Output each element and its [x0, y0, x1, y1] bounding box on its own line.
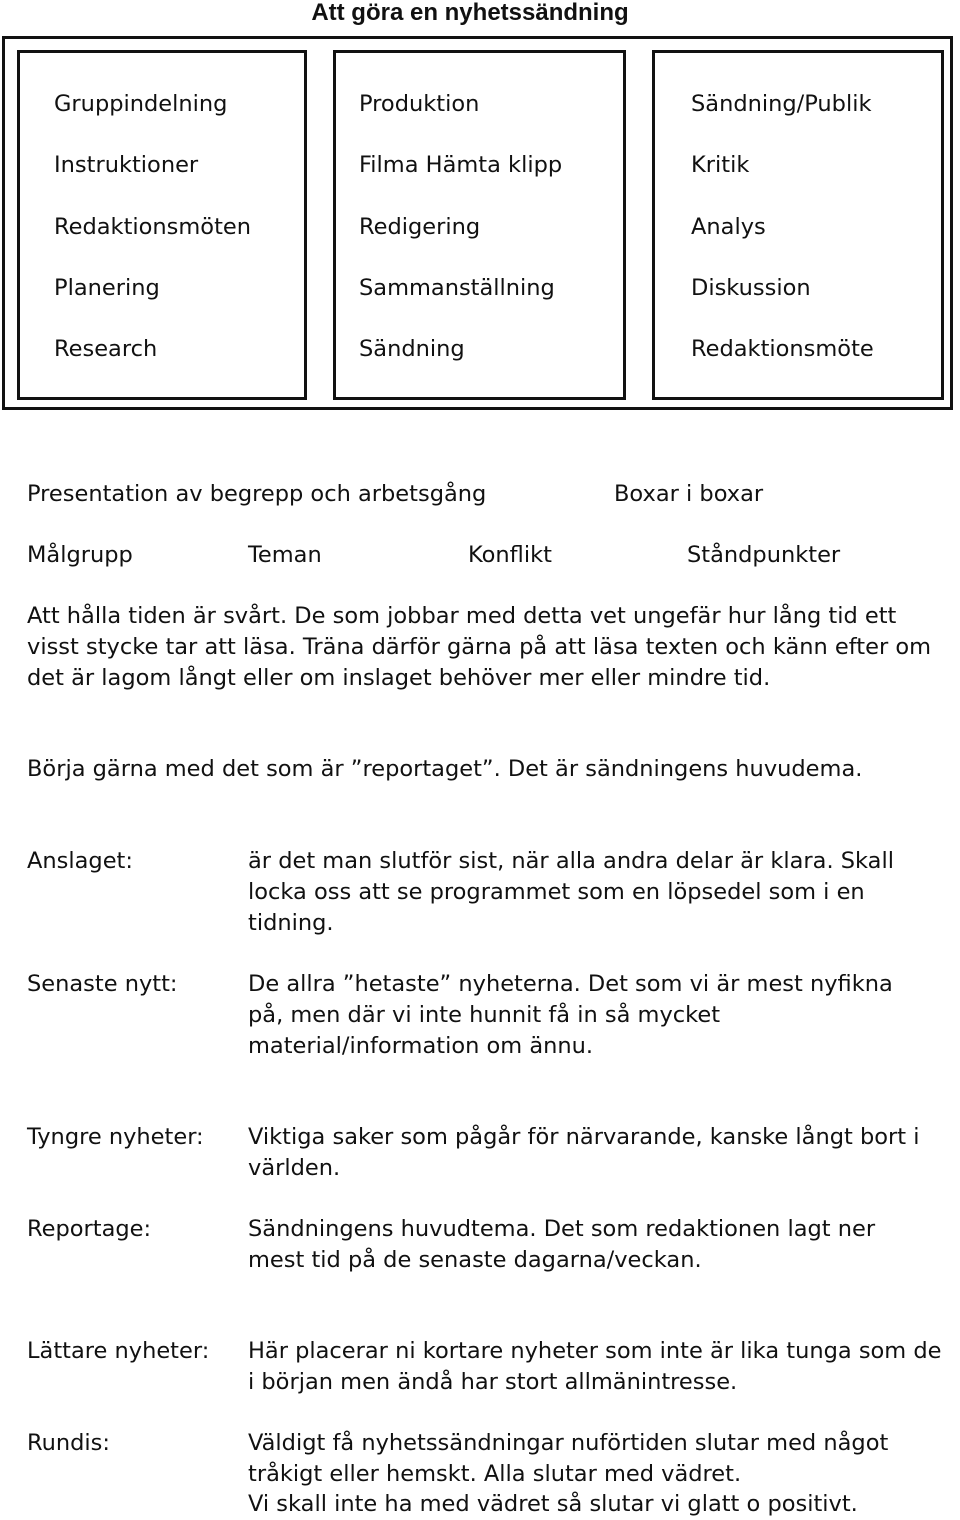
broadcast-list — [691, 88, 874, 394]
list-item: Planering — [54, 274, 160, 301]
concept-presentation: Presentation av begrepp och arbetsgång — [27, 481, 487, 507]
term-rundis: Rundis: — [27, 1430, 110, 1456]
list-item: Kritik — [691, 152, 750, 179]
term-lattare-nyheter: Lättare nyheter: — [27, 1338, 210, 1364]
document-title: Att göra en nyhetssändning — [311, 0, 629, 26]
definition-anslaget: är det man slutför sist, när alla andra delar är klara. Skall locka oss att se programmet som en löpsedel som i en tidning. — [248, 848, 894, 936]
paragraph-start: Börja gärna med det som är ”reportaget”. Det är sändningens huvudema. — [27, 756, 863, 782]
term-tyngre-nyheter: Tyngre nyheter: — [27, 1124, 204, 1150]
planning-list — [54, 88, 251, 394]
list-item: Sändning/Publik — [691, 91, 872, 117]
term-reportage: Reportage: — [27, 1216, 152, 1242]
concept-teman: Teman — [248, 542, 322, 568]
list-item: Produktion — [359, 91, 480, 117]
list-item: Analys — [691, 213, 766, 240]
list-item: Redaktionsmöten — [54, 213, 251, 240]
paragraph-timing: Att hålla tiden är svårt. De som jobbar med detta vet ungefär hur lång tid ett visst stycke tar att läsa. Träna därför gärna på att läsa texten och känn efter om det är lagom långt eller om inslaget behöver mer eller mindre tid. — [27, 603, 932, 691]
list-item: Redaktionsmöte — [691, 336, 874, 363]
list-item: Diskussion — [691, 274, 811, 301]
concept-malgrupp: Målgrupp — [27, 542, 133, 568]
definition-senaste-nytt: De allra ”hetaste” nyheterna. Det som vi är mest nyfikna på, men där vi inte hunnit få in så mycket material/information om ännu. — [248, 971, 893, 1059]
closing-line: Vi skall inte ha med vädret så slutar vi glatt o positivt. — [248, 1491, 858, 1517]
list-item: Filma Hämta klipp — [359, 152, 563, 179]
definition-tyngre-nyheter: Viktiga saker som pågår för närvarande, kanske långt bort i världen. — [248, 1124, 920, 1181]
list-item: Gruppindelning — [54, 91, 228, 117]
list-item: Redigering — [359, 213, 481, 240]
list-item: Sammanställning — [359, 274, 555, 301]
list-item: Sändning — [359, 336, 465, 363]
definition-rundis: Väldigt få nyhetssändningar nuförtiden slutar med något tråkigt eller hemskt. Alla slutar med vädret. — [248, 1430, 889, 1487]
list-item: Instruktioner — [54, 152, 199, 179]
concept-standpunkter: Ståndpunkter — [687, 542, 841, 568]
definition-lattare-nyheter: Här placerar ni kortare nyheter som inte är lika tunga som de i början men ändå har stort allmänintresse. — [248, 1338, 942, 1395]
term-anslaget: Anslaget: — [27, 848, 133, 874]
term-senaste-nytt: Senaste nytt: — [27, 971, 178, 997]
production-list — [359, 88, 562, 394]
definition-reportage: Sändningens huvudtema. Det som redaktionen lagt ner mest tid på de senaste dagarna/veckan. — [248, 1216, 876, 1273]
list-item: Research — [54, 336, 158, 363]
concept-boxar: Boxar i boxar — [614, 481, 764, 507]
concept-konflikt: Konflikt — [468, 542, 552, 568]
